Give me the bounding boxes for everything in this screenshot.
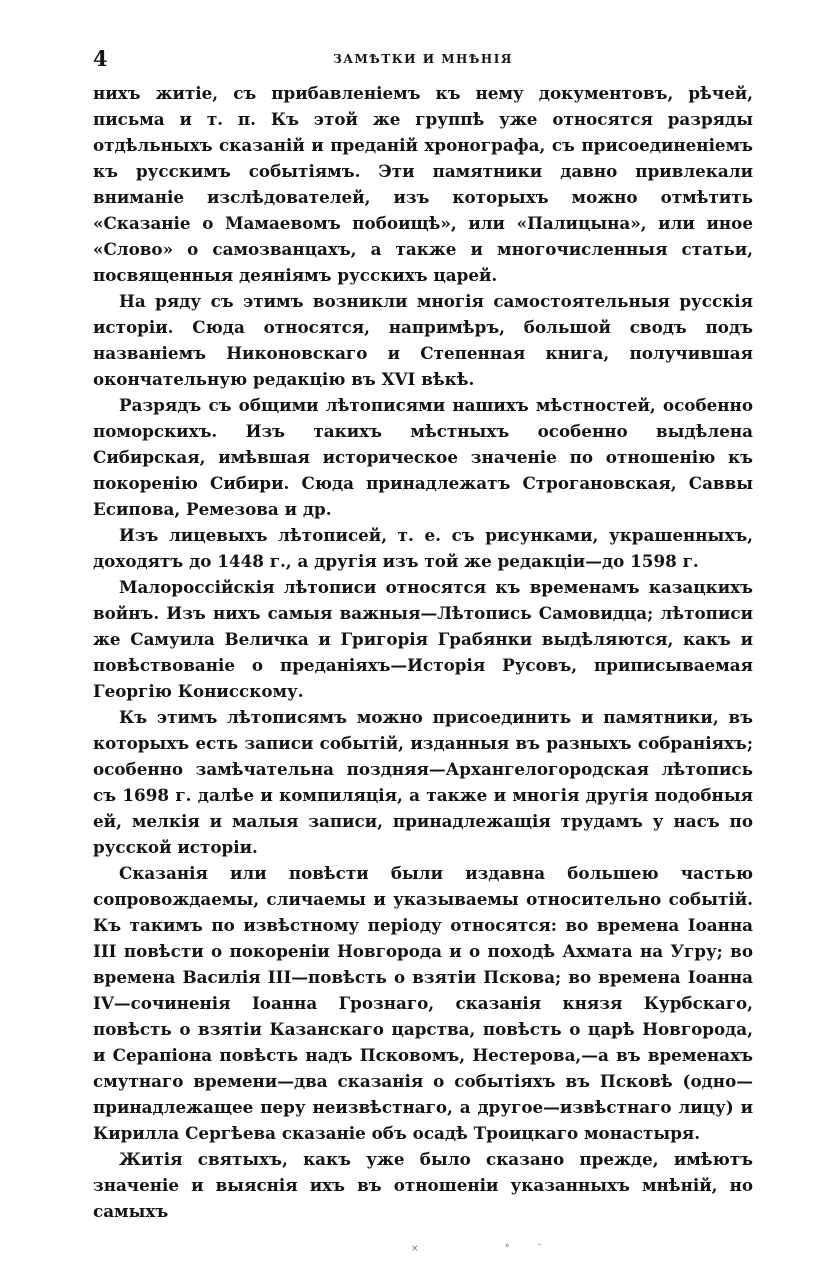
paragraph-7: Сказанія или повѣсти были издавна большею частью сопровождаемы, сличаемы и указываемы относительно событій. Къ такимъ по извѣстному періоду относятся: во времена Іоанна III повѣсти о покореніи Новгорода и о походѣ Ахмата на Угру; во времена Василія III—повѣсть о взятіи Пскова; во времена Іоанна IV—сочиненія Іоанна Грознаго, сказанія князя Курбскаго, повѣсть о взятіи Казанскаго царства, повѣсть о царѣ Новгорода, и Серапіона повѣсть надъ Псковомъ, Нестерова,—а въ временахъ смутнаго времени—два сказанія о событіяхъ въ Псковѣ (одно—принадлежащее перу неизвѣстнаго, а другое—извѣстнаго лицу) и Кирилла Сергѣева сказаніе объ осадѣ Троицкаго монастыря. [93, 863, 753, 1143]
paragraph-4: Изъ лицевыхъ лѣтописей, т. е. съ рисунками, украшенныхъ, доходятъ до 1448 г., а другія изъ той же редакціи—до 1598 г. [93, 525, 753, 571]
paragraph-1: нихъ житіе, съ прибавленіемъ къ нему документовъ, рѣчей, письма и т. п. Къ этой же группѣ уже относятся разряды отдѣльныхъ сказаній и преданій хронографа, съ присоединеніемъ къ русскимъ событіямъ. Эти памятники давно привлекали вниманіе изслѣдователей, изъ которыхъ можно отмѣтить «Сказаніе о Мамаевомъ побоищѣ», или «Палицына», или иное «Слово» о самозванцахъ, а также и многочисленныя статьи, посвященныя деяніямъ русскихъ царей. [93, 83, 753, 285]
foot-mark: ˘ [537, 1244, 542, 1254]
running-title: ЗАМѢТКИ И МНѢНІЯ [333, 52, 513, 66]
paragraph-8: Житія святыхъ, какъ уже было сказано прежде, имѣютъ значеніе и выяснія ихъ въ отношеніи указанныхъ мнѣній, но самыхъ [93, 1149, 753, 1221]
page-number: 4 [93, 46, 108, 71]
paragraph-6: Къ этимъ лѣтописямъ можно присоединить и памятники, въ которыхъ есть записи событій, изданныя въ разныхъ собраніяхъ; особенно замѣчательна поздняя—Архангелогородская лѣтопись съ 1698 г. далѣе и компиляція, а также и многія другія подобныя ей, мелкія и малыя записи, принадлежащія трудамъ у насъ по русской исторіи. [93, 707, 753, 857]
foot-mark: ° [505, 1244, 510, 1254]
paragraph-5: Малороссійскія лѣтописи относятся къ временамъ казацкихъ войнъ. Изъ нихъ самыя важныя—Лѣтопись Самовидца; лѣтописи же Самуила Величка и Григорія Грабянки выдѣляются, какъ и повѣствованіе о преданіяхъ—Исторія Русовъ, приписываемая Георгію Конисскому. [93, 577, 753, 701]
running-head [93, 44, 753, 74]
paragraph-2: На ряду съ этимъ возникли многія самостоятельныя русскія исторіи. Сюда относятся, напримѣръ, большой сводъ подъ названіемъ Никоновскаго и Степенная книга, получившая окончательную редакцію въ XVI вѣкѣ. [93, 291, 753, 389]
body-text [93, 80, 753, 1224]
foot-mark: × [411, 1244, 419, 1254]
page-foot [93, 1244, 753, 1264]
paragraph-3: Разрядъ съ общими лѣтописями нашихъ мѣстностей, особенно поморскихъ. Изъ такихъ мѣстныхъ особенно выдѣлена Сибирская, имѣвшая историческое значеніе по отношенію къ покоренію Сибири. Сюда принадлежатъ Строгановская, Саввы Есипова, Ремезова и др. [93, 395, 753, 519]
